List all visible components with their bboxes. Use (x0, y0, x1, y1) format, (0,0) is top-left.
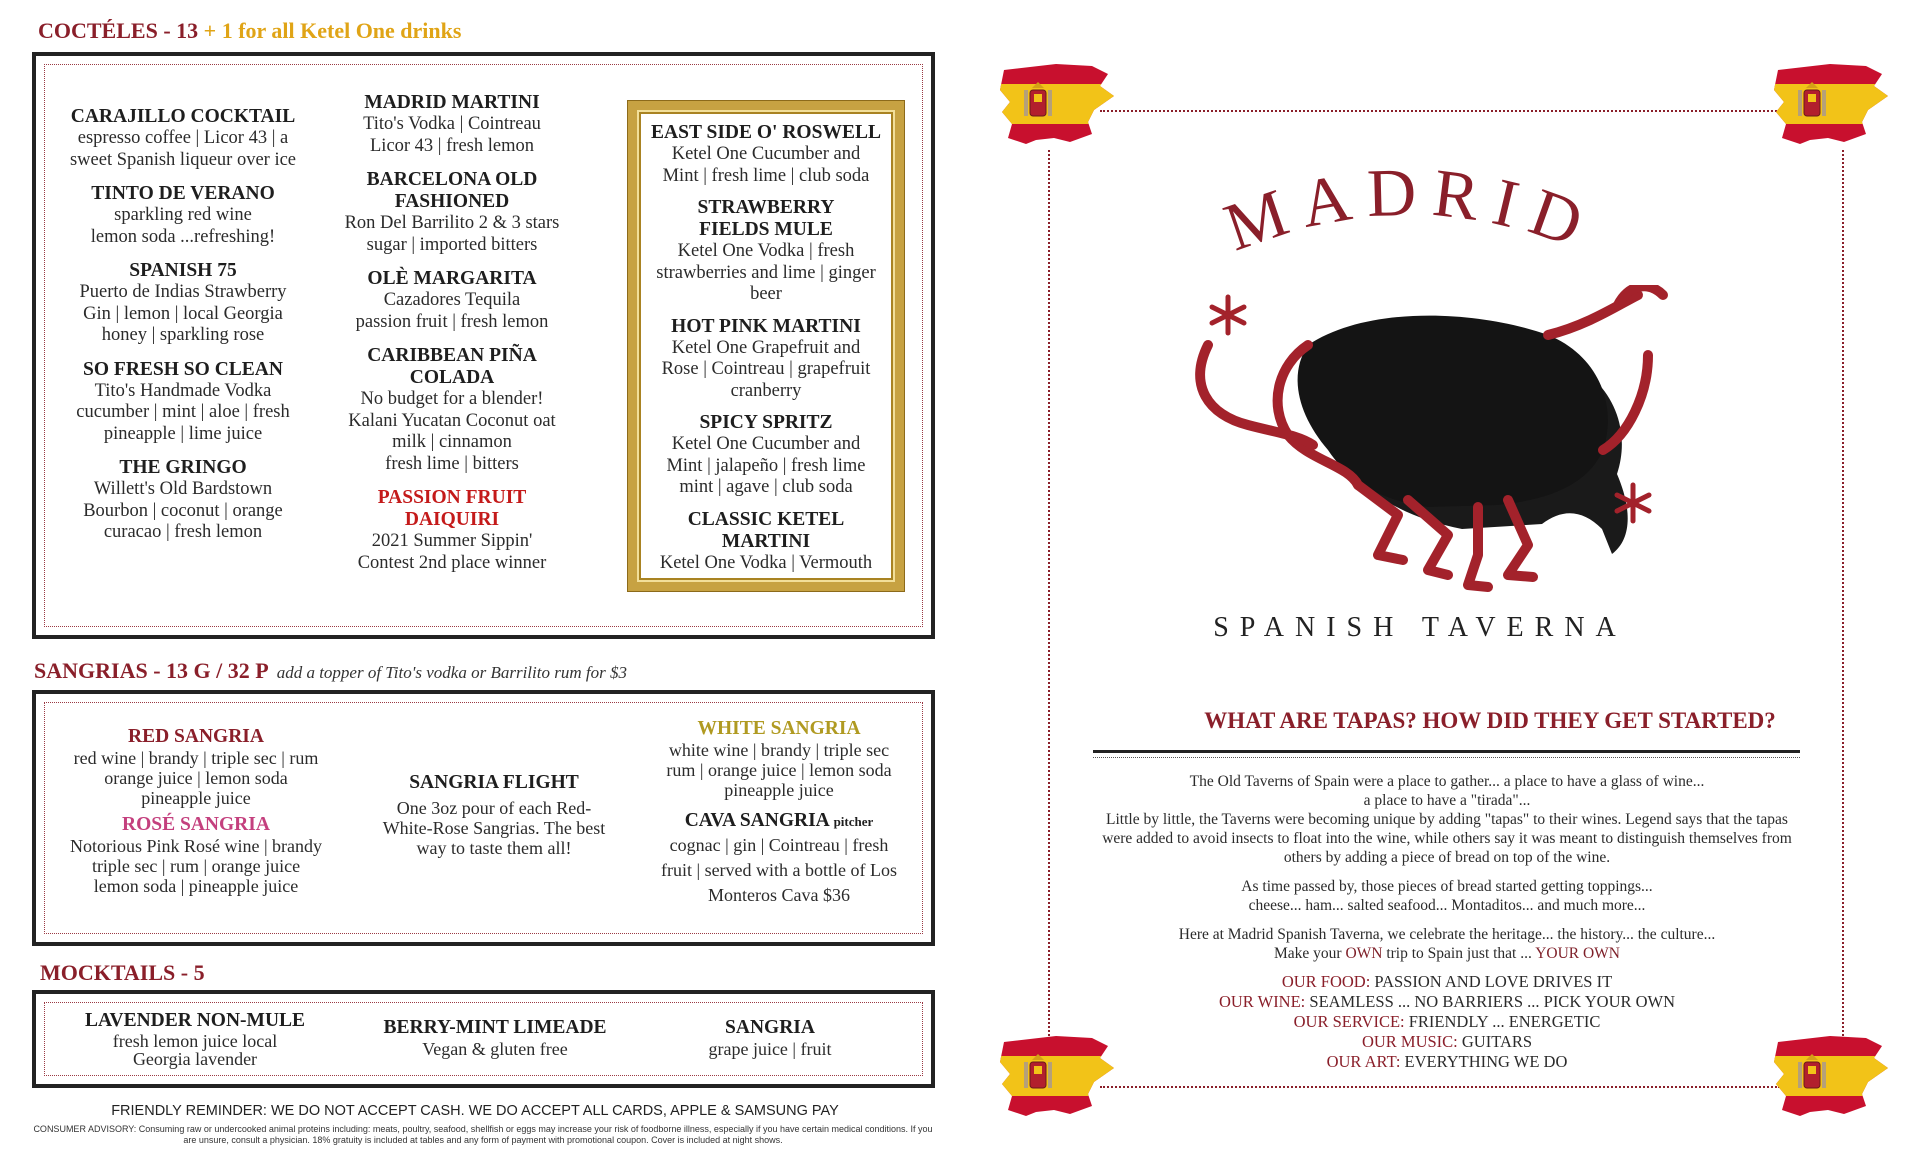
menu-item: MADRID MARTINI Tito's Vodka | Cointreau Licor 43 | fresh lemon (363, 92, 541, 156)
spain-flag-map-icon (996, 60, 1128, 148)
brand-wordmark (1160, 170, 1660, 290)
page-frame-left (1048, 150, 1050, 1036)
spain-flag-map-icon (1770, 60, 1902, 148)
our-creed: OUR FOOD: PASSION AND LOVE DRIVES IT OUR WINE: SEAMLESS ... NO BARRIERS ... PICK YOUR OWN OUR SERVICE: FRIENDLY ... ENERGETIC OUR MUSIC: GUITARS OUR ART: EVERYTHING WE DO (1218, 972, 1676, 1071)
sangria-column-3 (638, 718, 920, 920)
menu-item: CARAJILLO COCKTAIL espresso coffee | Licor 43 | a sweet Spanish liqueur over ice (69, 106, 297, 170)
menu-item: WHITE SANGRIA white wine | brandy | triple sec rum | orange juice | lemon soda pineapple juice (666, 718, 892, 800)
bull-icon (1148, 285, 1708, 605)
menu-item: PASSION FRUIT DAIQUIRI 2021 Summer Sippin' Contest 2nd place winner (357, 487, 547, 573)
menu-item: SANGRIA FLIGHT One 3oz pour of each Red- White-Rose Sangrias. The best way to taste them all! (382, 772, 606, 858)
page-frame-top (1100, 110, 1780, 112)
svg-text:MADRID: MADRID (1214, 170, 1606, 266)
menu-item: OLÈ MARGARITA Cazadores Tequila passion fruit | fresh lemon (355, 268, 549, 332)
mocktail-item-3: SANGRIA grape juice | fruit (708, 1017, 832, 1059)
menu-item: STRAWBERRY FIELDS MULE Ketel One Vodka | fresh strawberries and lime | ginger beer (656, 197, 876, 304)
menu-item: SPICY SPRITZ Ketel One Cucumber and Mint | jalapeño | fresh lime mint | agave | club soda (666, 412, 866, 497)
payment-reminder: FRIENDLY REMINDER: WE DO NOT ACCEPT CASH. WE DO ACCEPT ALL CARDS, APPLE & SAMSUNG PAY (111, 1103, 839, 1119)
cocktail-column-2 (328, 92, 576, 586)
menu-item: SO FRESH SO CLEAN Tito's Handmade Vodka cucumber | mint | aloe | fresh pineapple | lime juice (76, 358, 290, 444)
page-frame-right (1842, 150, 1844, 1036)
page-frame-bottom (1100, 1086, 1780, 1088)
consumer-advisory: CONSUMER ADVISORY: Consuming raw or undercooked animal proteins including: meats, poultry, seafood, shellfish or eggs may increase your risk of foodborne illness, especially if you have certain medical conditions. If you are unsure, consult a physician. 18% gratuity is included at tables and any form of payment with promotional coupon. Cover is included at night shows. (33, 1124, 933, 1145)
sangria-column-2 (362, 772, 626, 870)
menu-item: THE GRINGO Willett's Old Bardstown Bourbon | coconut | orange curacao | fresh lemon (83, 457, 283, 542)
menu-item: TINTO DE VERANO sparkling red wine lemon soda ...refreshing! (90, 183, 276, 247)
menu-item: CAVA SANGRIA pitcher cognac | gin | Cointreau | fresh fruit | served with a bottle of Los Monteros Cava $36 (660, 810, 898, 905)
menu-item: ROSÉ SANGRIA Notorious Pink Rosé wine | brandy triple sec | rum | orange juice lemon soda | pineapple juice (69, 814, 323, 896)
brand-subtitle: SPANISH TAVERNA (1213, 612, 1627, 643)
menu-item: CLASSIC KETEL MARTINI Ketel One Vodka | Vermouth (659, 508, 873, 573)
mocktail-item-1: LAVENDER NON-MULE fresh lemon juice local Georgia lavender (84, 1010, 306, 1069)
tapas-story: The Old Taverns of Spain were a place to gather... a place to have a glass of wine... a place to have a "tirada"... Little by little, the Taverns were becoming unique by adding "tapas" to their wines. Legend says that the tapas were added to avoid insects to float into the wine, while others say it was meant to distinguish themselves from others by adding a piece of bread on top of the wine. As time passed by, those pieces of bread started getting toppings... cheese... ham... salted seafood... Montaditos... and much more... Here at Madrid Spanish Taverna, we celebrate the heritage... the history... the culture... Make your OWN trip to Spain just that ... YOUR OWN (1102, 773, 1792, 962)
title-rule (1093, 750, 1800, 753)
tapas-title: WHAT ARE TAPAS? HOW DID THEY GET STARTED? (1204, 708, 1776, 733)
sangria-column-1 (50, 726, 342, 908)
menu-item: SPANISH 75 Puerto de Indias Strawberry Gin | lemon | local Georgia honey | sparkling rose (79, 260, 287, 345)
cocktails-heading: COCTÉLES - 13 + 1 for all Ketel One drinks (38, 18, 462, 43)
menu-item: CARIBBEAN PIÑA COLADA No budget for a blender! Kalani Yucatan Coconut oat milk | cinnamon fresh lime | bitters (348, 345, 556, 474)
sangrias-heading: SANGRIAS - 13 G / 32 P add a topper of Tito's vodka or Barrilito rum for $3 (34, 658, 627, 683)
cocktail-column-3 (642, 122, 890, 586)
mocktail-item-2: BERRY-MINT LIMEADE Vegan & gluten free (383, 1017, 607, 1059)
title-rule-dotted (1093, 757, 1800, 758)
mocktails-heading: MOCKTAILS - 5 (40, 960, 205, 985)
menu-item: RED SANGRIA red wine | brandy | triple sec | rum orange juice | lemon soda pineapple juice (73, 726, 319, 808)
cocktail-column-1 (54, 106, 312, 556)
menu-item: BARCELONA OLD FASHIONED Ron Del Barrilito 2 & 3 stars sugar | imported bitters (344, 169, 560, 255)
menu-item: EAST SIDE O' ROSWELL Ketel One Cucumber and Mint | fresh lime | club soda (651, 122, 881, 186)
menu-item: HOT PINK MARTINI Ketel One Grapefruit and Rose | Cointreau | grapefruit cranberry (661, 315, 871, 401)
